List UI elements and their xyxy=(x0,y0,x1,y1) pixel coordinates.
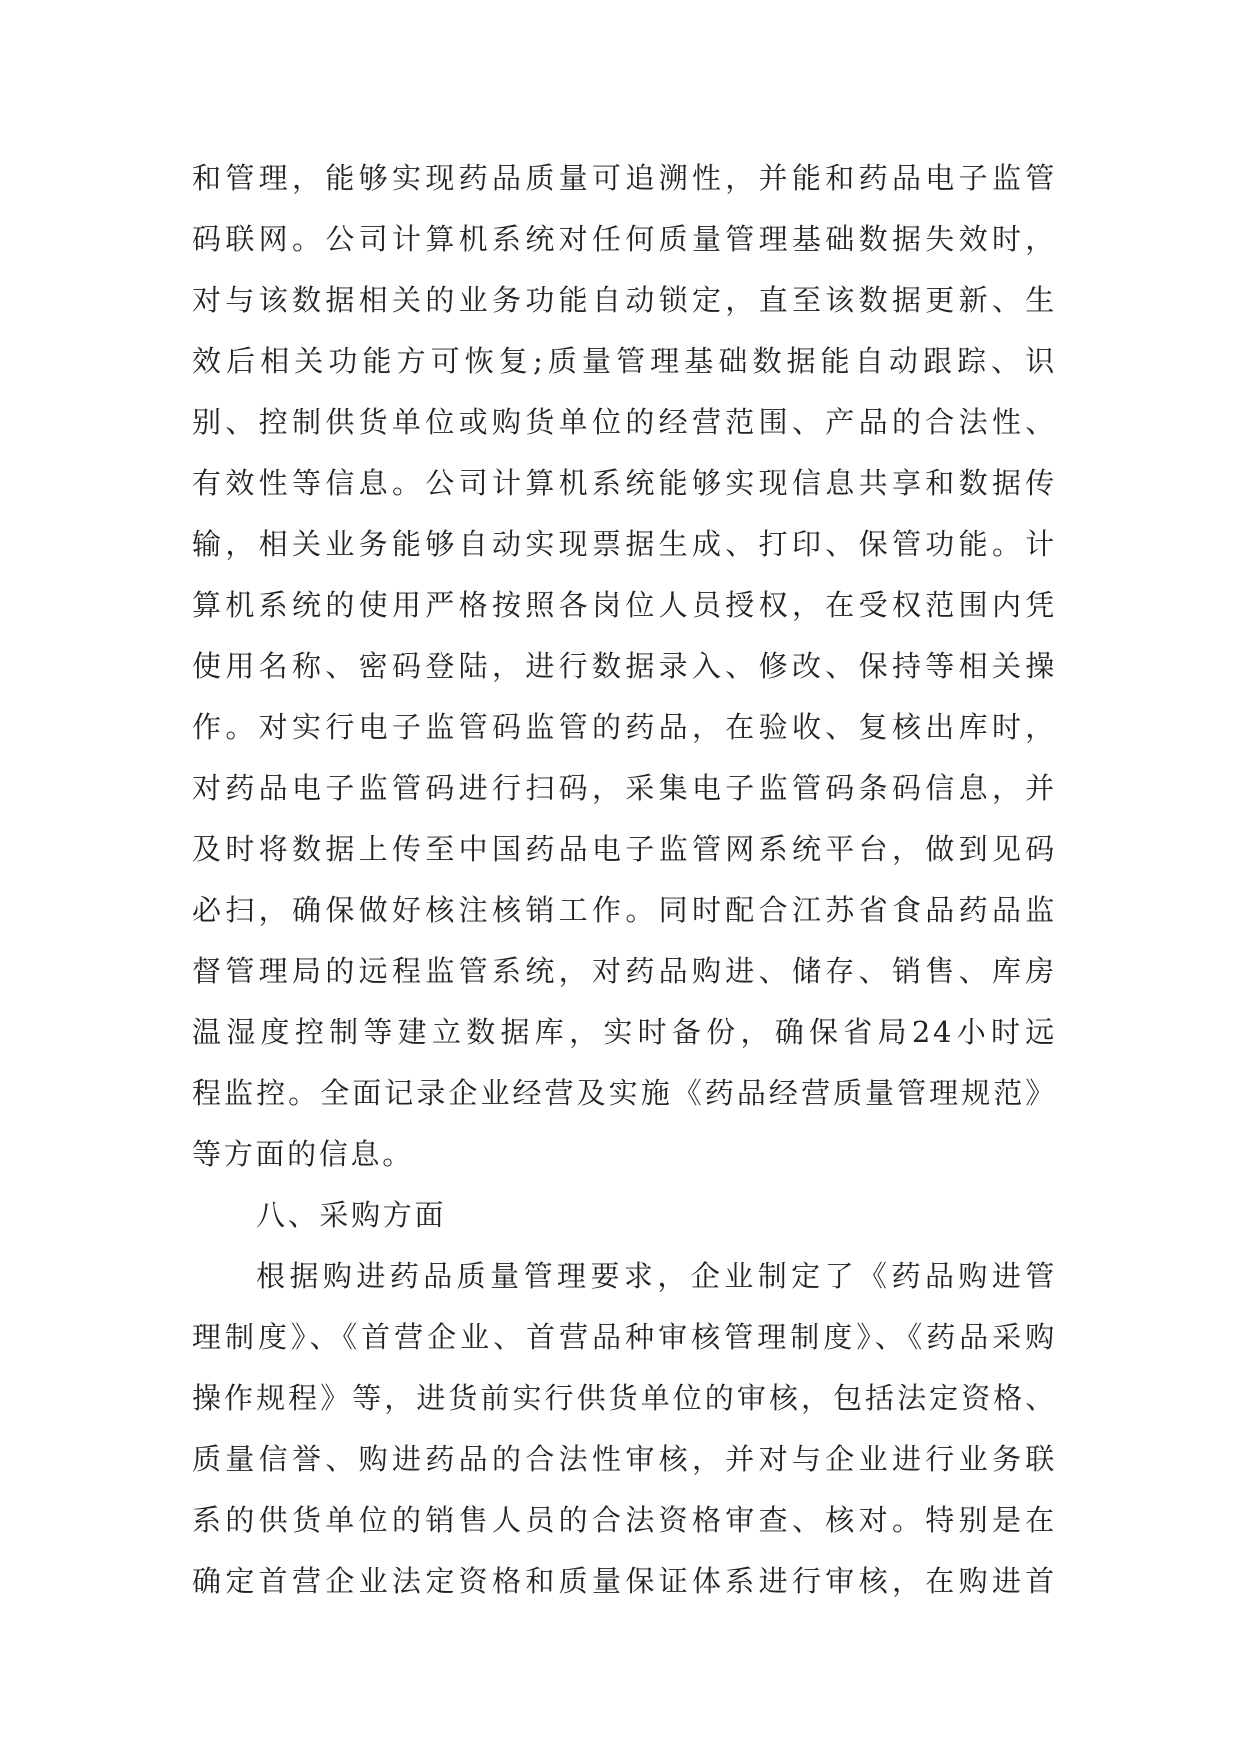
text-line: 算机系统的使用严格按照各岗位人员授权，在受权范围内凭 xyxy=(192,588,1057,622)
text-line: 码联网。公司计算机系统对任何质量管理基础数据失效时， xyxy=(192,222,1057,256)
text-line: 等方面的信息。 xyxy=(192,1137,414,1171)
text-line: 作。对实行电子监管码监管的药品，在验收、复核出库时， xyxy=(192,710,1057,744)
text-line: 理制度》、《首营企业、首营品种审核管理制度》、《药品采购 xyxy=(192,1320,1057,1354)
text-line: 督管理局的远程监管系统，对药品购进、储存、销售、库房 xyxy=(192,954,1057,988)
text-line: 及时将数据上传至中国药品电子监管网系统平台，做到见码 xyxy=(192,832,1057,866)
text-line: 程监控。全面记录企业经营及实施《药品经营质量管理规范》 xyxy=(192,1076,1057,1110)
text-line: 输，相关业务能够自动实现票据生成、打印、保管功能。计 xyxy=(192,527,1057,561)
text-line: 和管理，能够实现药品质量可追溯性，并能和药品电子监管 xyxy=(192,161,1057,195)
text-line: 质量信誉、购进药品的合法性审核，并对与企业进行业务联 xyxy=(192,1442,1057,1476)
text-line: 使用名称、密码登陆，进行数据录入、修改、保持等相关操 xyxy=(192,649,1057,683)
text-line: 对与该数据相关的业务功能自动锁定，直至该数据更新、生 xyxy=(192,283,1057,317)
section-heading xyxy=(192,1185,1057,1246)
text-line: 根据购进药品质量管理要求，企业制定了《药品购进管 xyxy=(256,1259,1057,1293)
document-body xyxy=(192,148,1057,1612)
section-heading-text: 八、采购方面 xyxy=(256,1198,447,1232)
text-line: 对药品电子监管码进行扫码，采集电子监管码条码信息，并 xyxy=(192,771,1057,805)
text-line: 系的供货单位的销售人员的合法资格审查、核对。特别是在 xyxy=(192,1503,1057,1537)
text-line: 温湿度控制等建立数据库，实时备份，确保省局24小时远 xyxy=(192,1015,1057,1049)
text-line: 效后相关功能方可恢复;质量管理基础数据能自动跟踪、识 xyxy=(192,344,1057,378)
text-line: 操作规程》等，进货前实行供货单位的审核，包括法定资格、 xyxy=(192,1381,1057,1415)
text-line: 确定首营企业法定资格和质量保证体系进行审核，在购进首 xyxy=(192,1564,1057,1598)
paragraph-computer-system xyxy=(192,148,1057,1185)
text-line: 别、控制供货单位或购货单位的经营范围、产品的合法性、 xyxy=(192,405,1057,439)
paragraph-procurement xyxy=(192,1246,1057,1612)
text-line: 有效性等信息。公司计算机系统能够实现信息共享和数据传 xyxy=(192,466,1057,500)
text-line: 必扫，确保做好核注核销工作。同时配合江苏省食品药品监 xyxy=(192,893,1057,927)
